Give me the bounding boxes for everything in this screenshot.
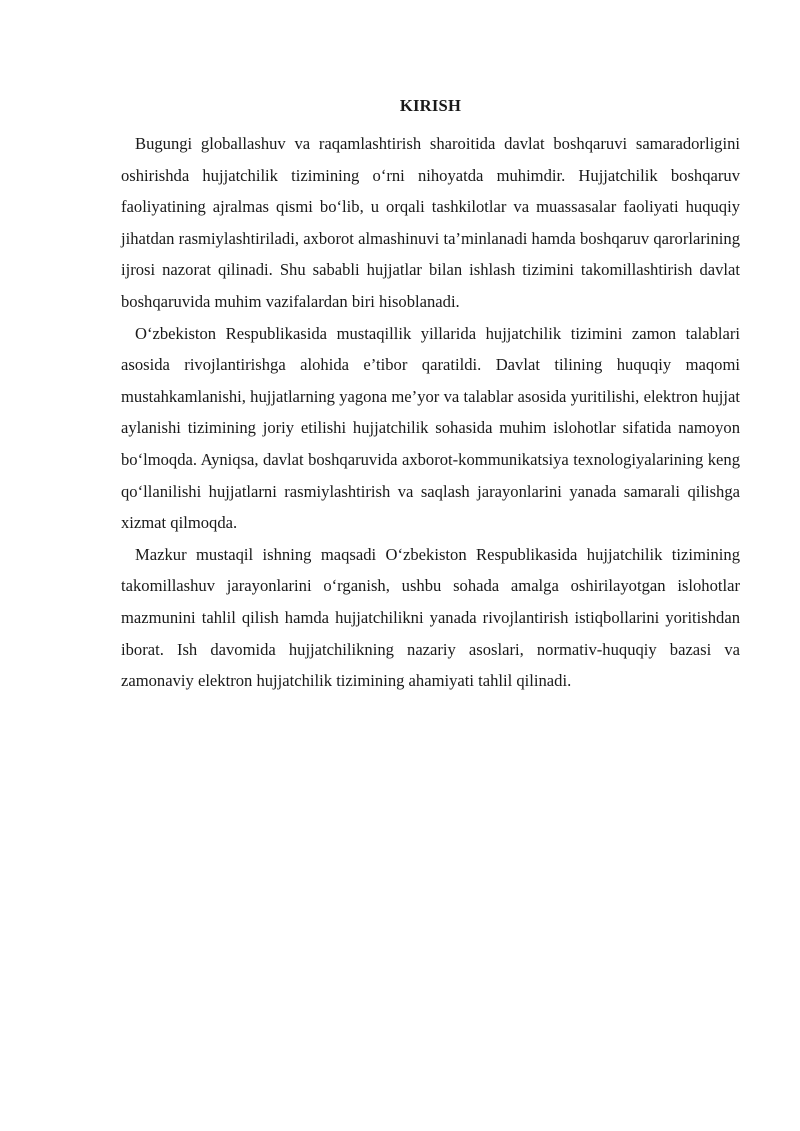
paragraph-3: Mazkur mustaqil ishning maqsadi O‘zbekiston Respublikasida hujjatchilik tizimining takomillashuv jarayonlarini o‘rganish, ushbu sohada amalga oshirilayotgan islohotlar mazmunini tahlil qilish hamda hujjatchilikni yanada rivojlantirish istiqbollarini yoritishdan iborat. Ish davomida hujjatchilikning nazariy asoslari, normativ-huquqiy bazasi va zamonaviy elektron hujjatchilik tizimining ahamiyati tahlil qilinadi. xyxy=(121,544,740,691)
paragraph-1: Bugungi globallashuv va raqamlashtirish sharoitida davlat boshqaruvi samaradorligini oshirishda hujjatchilik tizimining o‘rni nihoyatda muhimdir. Hujjatchilik boshqaruv faoliyatining ajralmas qismi bo‘lib, u orqali tashkilotlar va muassasalar faoliyati huquqiy jihatdan rasmiylashtiriladi, axborot almashinuvi ta’minlanadi hamda boshqaruv qarorlarining ijrosi nazorat qilinadi. Shu sababli hujjatlar bilan ishlash tizimini takomillashtirish davlat boshqaruvida muhim vazifalardan biri hisoblanadi. xyxy=(121,134,740,311)
section-title: KIRISH xyxy=(399,96,462,115)
document-body xyxy=(121,94,740,697)
paragraph-2: O‘zbekiston Respublikasida mustaqillik yillarida hujjatchilik tizimini zamon talablari asosida rivojlantirishga alohida e’tibor qaratildi. Davlat tilining huquqiy maqomi mustahkamlanishi, hujjatlarning yagona me’yor va talablar asosida yuritilishi, elektron hujjat aylanishi tizimining joriy etilishi hujjatchilik sohasida muhim islohotlar sifatida namoyon bo‘lmoqda. Ayniqsa, davlat boshqaruvida axborot-kommunikatsiya texnologiyalarining keng qo‘llanilishi hujjatlarni rasmiylashtirish va saqlash jarayonlarini yanada samarali qilishga xizmat qilmoqda. xyxy=(121,323,740,533)
